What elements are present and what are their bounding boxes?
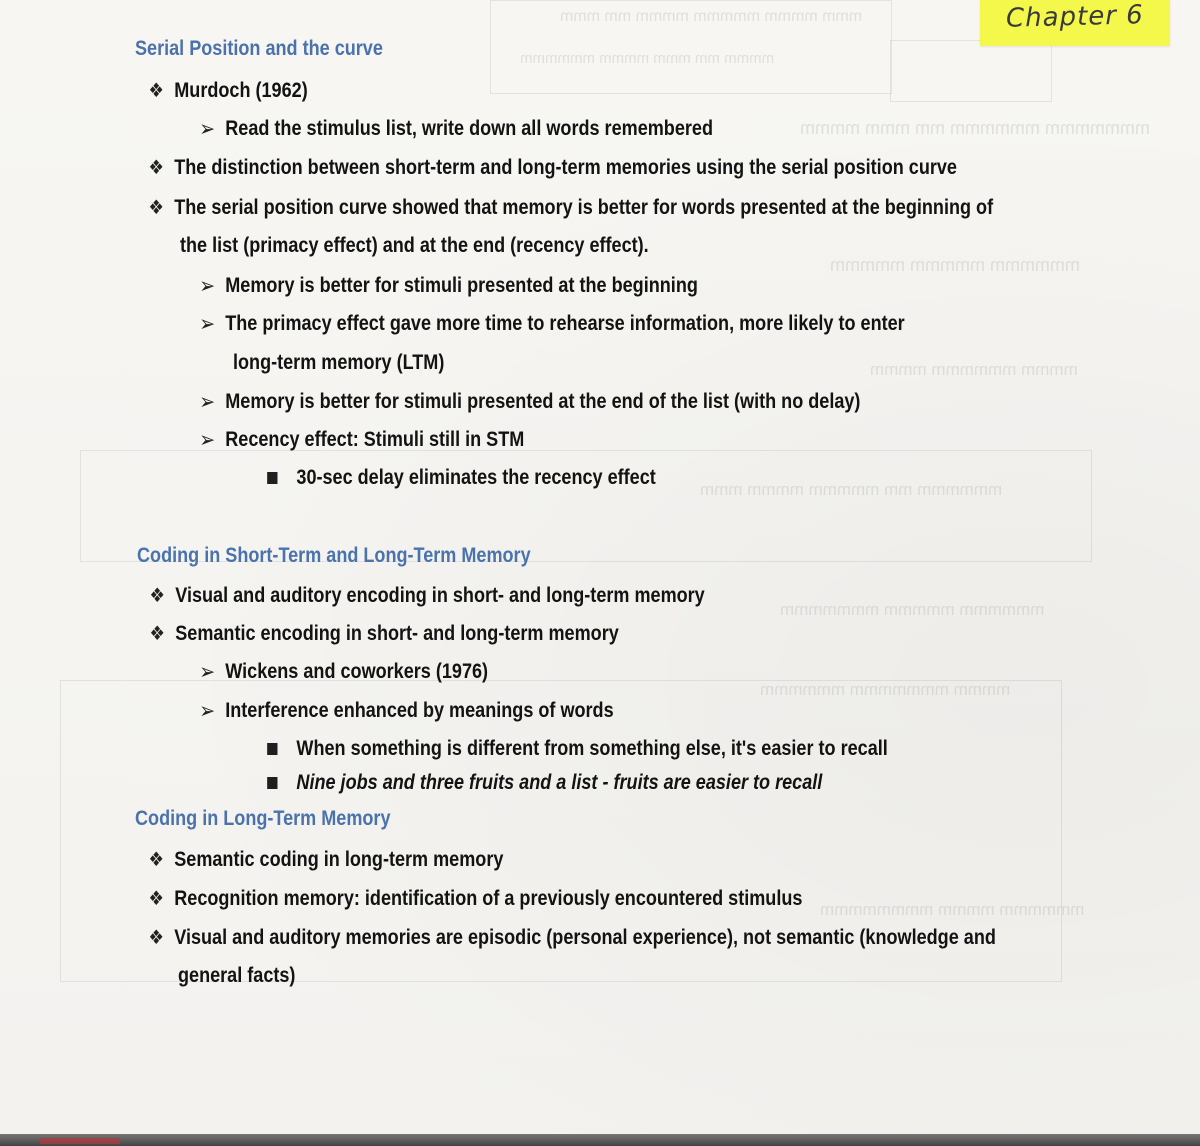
diamond-bullet-icon: ❖ <box>148 157 164 179</box>
arrow-bullet-icon: ➢ <box>199 273 216 298</box>
bleed-through-text: mmmmmm mm mmmmm mmmm mmm <box>700 480 1003 499</box>
sticky-note-label: Chapter 6 <box>1005 0 1145 34</box>
list-item: ❖ Visual and auditory memories are episodic (personal experience), not semantic (knowledge and <box>145 925 996 950</box>
section-heading-coding-stm-ltm: Coding in Short-Term and Long-Term Memory <box>137 544 531 567</box>
square-bullet-icon <box>267 777 277 789</box>
list-item: ➢ Memory is better for stimuli presented at the beginning <box>196 273 698 299</box>
list-item: 30-sec delay eliminates the recency effect <box>262 466 656 490</box>
bleed-through-text: mmmm mm mmm mmmm mmmmmm <box>520 50 775 67</box>
list-item: ➢ Recency effect: Stimuli still in STM <box>196 427 524 453</box>
section-heading-coding-ltm: Coding in Long-Term Memory <box>135 807 391 830</box>
list-item: ❖ Murdoch (1962) <box>145 78 308 103</box>
list-item: ❖ Semantic encoding in short- and long-term memory <box>146 621 619 646</box>
bleed-through-text: mmmm mmmmmm mmmm <box>870 360 1078 379</box>
bleed-through-text: mmm mmmm mmmmm mmmm mm mmm <box>560 8 863 25</box>
bleed-through-text: mmmmmmm mmmmmm mm mmm mmmm <box>800 118 1150 138</box>
list-item: Nine jobs and three fruits and a list - fruits are easier to recall <box>262 771 822 795</box>
list-item: ❖ The distinction between short-term and long-term memories using the serial position curve <box>145 155 957 180</box>
bleed-through-text: mmmmmm mmmmm mmmmmmm <box>780 600 1045 619</box>
square-bullet-icon <box>267 472 277 484</box>
list-item: ❖ The serial position curve showed that memory is better for words presented at the beginning of <box>145 195 993 220</box>
list-item: ❖ Recognition memory: identification of a previously encountered stimulus <box>145 886 802 911</box>
list-item: ➢ Wickens and coworkers (1976) <box>196 659 488 685</box>
square-bullet-icon <box>267 743 277 755</box>
list-item-continuation: long-term memory (LTM) <box>233 351 445 374</box>
list-item: When something is different from something else, it's easier to recall <box>262 737 888 761</box>
diamond-bullet-icon: ❖ <box>148 80 164 102</box>
arrow-bullet-icon: ➢ <box>199 116 216 141</box>
diamond-bullet-icon: ❖ <box>149 585 165 607</box>
diamond-bullet-icon: ❖ <box>148 888 164 910</box>
diamond-bullet-icon: ❖ <box>148 197 164 219</box>
list-item: ❖ Visual and auditory encoding in short- and long-term memory <box>146 583 705 608</box>
bleed-through-text: mmmmmm mmmmm mmmmm <box>830 255 1080 275</box>
arrow-bullet-icon: ➢ <box>199 698 216 723</box>
arrow-bullet-icon: ➢ <box>199 659 216 684</box>
page-bottom-edge <box>0 1134 1200 1146</box>
diamond-bullet-icon: ❖ <box>148 849 164 871</box>
arrow-bullet-icon: ➢ <box>199 427 216 452</box>
list-item: ❖ Semantic coding in long-term memory <box>145 847 503 872</box>
list-item: ➢ Interference enhanced by meanings of words <box>196 698 614 724</box>
list-item: ➢ Memory is better for stimuli presented at the end of the list (with no delay) <box>196 389 860 415</box>
diamond-bullet-icon: ❖ <box>149 623 165 645</box>
list-item-continuation: general facts) <box>178 964 296 987</box>
list-item: ➢ The primacy effect gave more time to rehearse information, more likely to enter <box>196 311 905 337</box>
bleed-through-text: mmmm mmmmmmm mmmmmm <box>760 680 1011 699</box>
page-bottom-mark <box>40 1138 120 1144</box>
diamond-bullet-icon: ❖ <box>148 927 164 949</box>
bleed-through-text: mmmmmm mmmm mmmmmmmm <box>820 900 1085 919</box>
arrow-bullet-icon: ➢ <box>199 311 216 336</box>
list-item: ➢ Read the stimulus list, write down all words remembered <box>196 116 713 142</box>
section-heading-serial-position: Serial Position and the curve <box>135 37 383 60</box>
arrow-bullet-icon: ➢ <box>199 389 216 414</box>
list-item-continuation: the list (primacy effect) and at the end (recency effect). <box>180 234 649 257</box>
